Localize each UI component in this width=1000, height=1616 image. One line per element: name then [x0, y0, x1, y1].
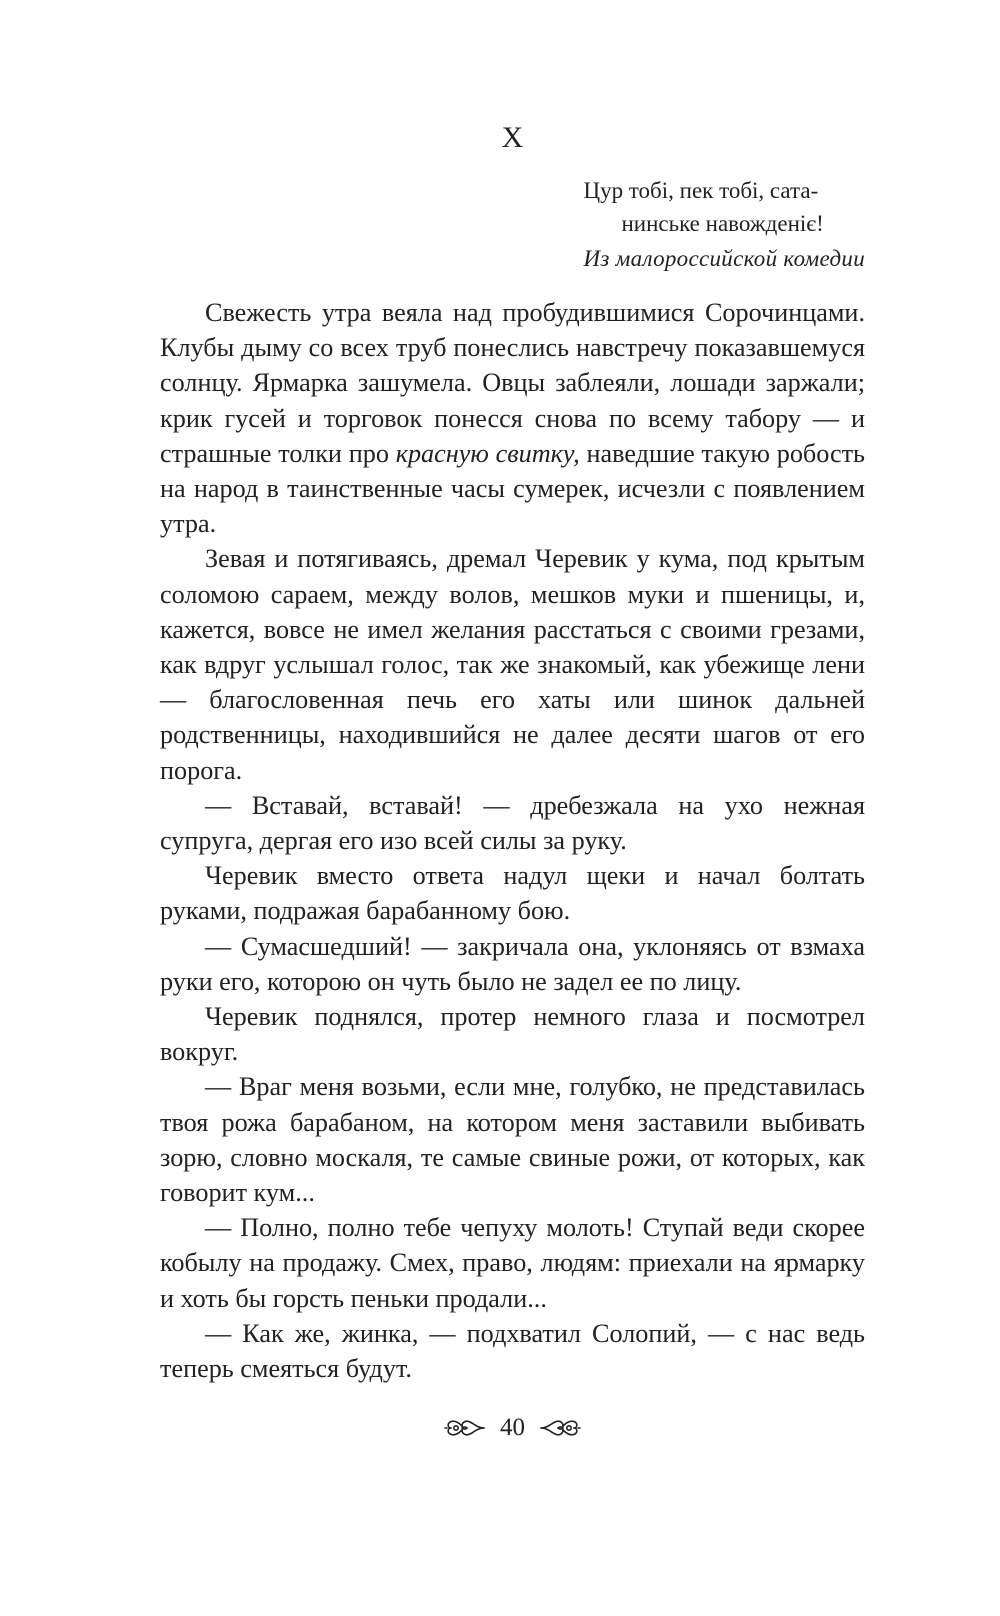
epigraph-source: Из малороссийской комедии [583, 246, 865, 271]
paragraph-7: — Враг меня возьми, если мне, голубко, не представилась твоя рожа барабаном, на котором меня заставили выбивать зорю, словно москаля, те самые свиные рожи, от которых, как говорит кум... [160, 1072, 865, 1208]
paragraph-1-italic-phrase: красную свитку, [395, 438, 580, 468]
book-page [160, 0, 865, 1616]
paragraph-1-text-end: наведшие такую робость на народ в таинственные часы сумерек, исчезли с появлением утра. [160, 438, 865, 539]
epigraph [583, 174, 865, 275]
flourish-right-icon [539, 1414, 581, 1442]
paragraph-8: — Полно, полно тебе чепуху молоть! Ступай веди скорее кобылу на продажу. Смех, право, людям: приехали на ярмарку и хоть бы горсть пеньки продали... [160, 1213, 865, 1313]
paragraph-1-text-start: Свежесть утра веяла над пробудившимися Сорочинцами. Клубы дыму со всех труб понеслись навстречу показавшемуся солнцу. Ярмарка зашумела. Овцы заблеяли, лошади заржали; крик гусей и торговок понесся снова по всему табору — и страшные толки про [160, 298, 865, 468]
flourish-left-icon [444, 1414, 486, 1442]
paragraph-3: — Вставай, вставай! — дребезжала на ухо нежная супруга, дергая его изо всей силы за руку. [160, 790, 865, 856]
body-text [160, 295, 865, 1386]
paragraph-6: Черевик поднялся, протер немного глаза и посмотрел вокруг. [160, 1002, 865, 1067]
page-footer [160, 1408, 865, 1448]
epigraph-line-1: Цур тобі, пек тобі, сата- [583, 178, 819, 203]
paragraph-2: Зевая и потягиваясь, дремал Черевик у кума, под крытым соломою сараем, между волов, мешков муки и пшеницы, и, кажется, вовсе не имел желания расстаться с своими грезами, как вдруг услышал голос, так же знакомый, как убежище лени — благословенная печь его хаты или шинок дальней родственницы, находившийся не далее десяти шагов от его порога. [160, 544, 865, 785]
paragraph-5: — Сумасшедший! — закричала она, уклоняясь от взмаха руки его, которою он чуть было не задел ее по лицу. [160, 931, 865, 996]
page-number: 40 [500, 1414, 525, 1441]
paragraph-9: — Как же, жинка, — подхватил Солопий, — с нас ведь теперь смеяться будут. [160, 1318, 865, 1384]
paragraph-1 [160, 295, 865, 541]
paragraph-4: Черевик вместо ответа надул щеки и начал болтать руками, подражая барабанному бою. [160, 861, 865, 926]
epigraph-line-2: нинське навожденіє! [621, 211, 824, 236]
chapter-title: X [501, 121, 524, 154]
